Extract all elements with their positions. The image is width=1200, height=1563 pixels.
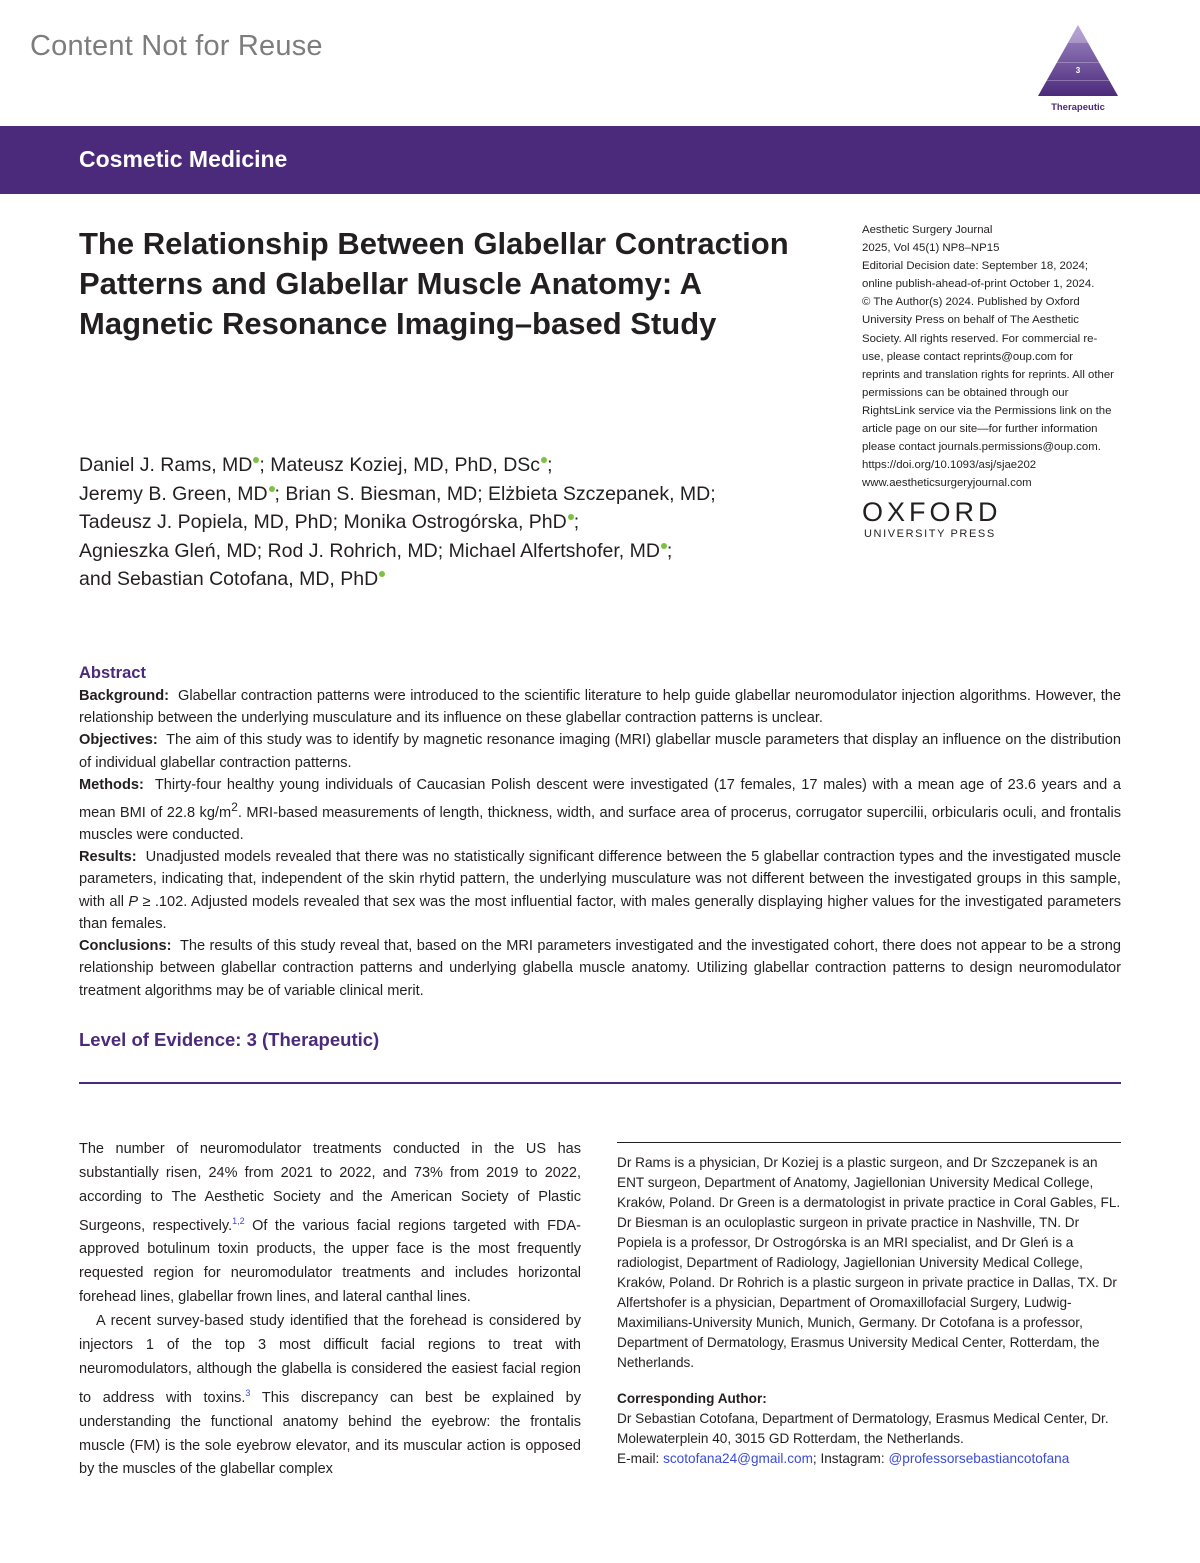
publication-info-line: https://doi.org/10.1093/asj/sjae202 bbox=[862, 459, 1037, 472]
citation-link[interactable]: 1,2 bbox=[232, 1215, 245, 1226]
orcid-icon[interactable] bbox=[541, 457, 547, 463]
article-title: The Relationship Between Glabellar Contraction Patterns and Glabellar Muscle Anatomy: A Magnetic Resonance Imaging–based Study bbox=[79, 226, 789, 341]
orcid-icon[interactable] bbox=[253, 457, 259, 463]
divider bbox=[79, 1082, 1121, 1084]
footnote-divider bbox=[617, 1142, 1121, 1143]
publication-info-line: Society. All rights reserved. For commercial re- bbox=[862, 332, 1098, 345]
watermark: Content Not for Reuse bbox=[30, 30, 323, 62]
orcid-icon[interactable] bbox=[269, 486, 275, 492]
body-paragraph: The number of neuromodulator treatments conducted in the US has substantially risen, 24% from 2021 to 2022, and 73% from 2019 to 2022, according to The Aesthetic Society and the American Society of Plastic Surgeons, respectively.$^{1,2}$ Of the various facial regions targeted with FDA-approved botulinum toxin products, the upper face is the most frequently requested region for neuromodulator treatments and includes horizontal forehead lines, glabellar frown lines, and lateral canthal lines. bbox=[79, 1141, 581, 1306]
publication-info-line: Aesthetic Surgery Journal bbox=[862, 224, 993, 236]
badge-label: Therapeutic bbox=[1051, 102, 1105, 113]
publication-info-line: Editorial Decision date: September 18, 2024; bbox=[862, 260, 1089, 273]
author-name: Elżbieta Szczepanek, MD bbox=[488, 482, 711, 505]
level-of-evidence: Level of Evidence: 3 (Therapeutic) bbox=[79, 1029, 380, 1050]
orcid-icon[interactable] bbox=[568, 514, 574, 520]
author-name: Mateusz Koziej, MD, PhD, DSc bbox=[270, 454, 541, 476]
publication-info bbox=[862, 221, 1127, 492]
body-paragraph: A recent survey-based study identified that the forehead is considered by injectors 1 of the top 3 most difficult facial regions to treat with neuromodulators, although the glabella is considered the easiest facial region to address with toxins.$^3$ This discrepancy can best be explained by understanding the functional anatomy behind the eyebrow: the frontalis muscle (FM) is the sole eyebrow elevator, and its muscular action is opposed by the muscles of the glabellar complex bbox=[79, 1313, 581, 1478]
publication-info-line: University Press on behalf of The Aesthetic bbox=[862, 314, 1079, 327]
instagram-link[interactable]: @professorsebastiancotofana bbox=[888, 1451, 1070, 1466]
email-link[interactable]: scotofana24@gmail.com bbox=[663, 1451, 813, 1466]
abstract-objectives: Objectives: The aim of this study was to identify by magnetic resonance imaging (MRI) glabellar muscle parameters that display an influence on the distribution of individual glabellar contraction patterns. bbox=[79, 732, 1121, 771]
author-name: Tadeusz J. Popiela, MD, PhD bbox=[79, 511, 333, 533]
badge-number: 3 bbox=[1075, 66, 1081, 75]
abstract-methods: Methods: Thirty-four healthy young individuals of Caucasian Polish descent were investigated (17 females, 17 males) with a mean age of 23.6 years and a mean BMI of 22.8 $kg/m^2$. MRI-based measurements of length, thickness, width, and surface area of procerus, corrugator supercilii, orbicularis oculi, and frontalis muscles were conducted. bbox=[79, 776, 1122, 844]
level-of-evidence-badge bbox=[1036, 22, 1120, 118]
publication-info-line: © The Author(s) 2024. Published by Oxford bbox=[862, 296, 1080, 309]
abstract bbox=[79, 685, 1121, 1002]
publication-info-line: 2025, Vol 45(1) NP8–NP15 bbox=[862, 242, 1000, 255]
orcid-icon[interactable] bbox=[661, 543, 667, 549]
corresponding-author-details: Dr Sebastian Cotofana, Department of Dermatology, Erasmus Medical Center, Dr. Molewaterplein 40, 3015 GD Rotterdam, the Netherlands. E-mail: scotofana24@gmail.com; Instagram: @professorsebastiancotofana bbox=[617, 1411, 1109, 1466]
author-name: Jeremy B. Green, MD bbox=[79, 482, 268, 505]
publication-info-line: use, please contact reprints@oup.com for bbox=[862, 350, 1074, 363]
affiliations: Dr Rams is a physician, Dr Koziej is a plastic surgeon, and Dr Szczepanek is an ENT surgeon, Department of Anatomy, Jagiellonian University Medical College, Kraków, Poland. Dr Green is a dermatologist in private practice in Coral Gables, FL. Dr Biesman is an oculoplastic surgeon in private practice in Nashville, TN. Dr Popiela is a professor, Dr Ostrogórska is an MRI specialist, and Dr Gleń is a radiologist, Department of Radiology, Jagiellonian University Medical College, Kraków, Poland. Dr Rohrich is a plastic surgeon in private practice in Dallas, TX. Dr Alfertshofer is a physician, Department of Oromaxillofacial Surgery, Ludwig-Maximilians-University Munich, Munich, Germany. Dr Cotofana is a professor, Department of Dermatology, Erasmus University Medical Center, Rotterdam, the Netherlands. bbox=[617, 1155, 1121, 1370]
publication-info-line: reprints and translation rights for reprints. All other bbox=[862, 368, 1114, 381]
author-name: Michael Alfertshofer, MD bbox=[448, 539, 660, 562]
abstract-conclusions: Conclusions: The results of this study reveal that, based on the MRI parameters investigated and the investigated cohort, there does not appear to be a strong relationship between glabellar contraction patterns and underlying glabella muscle anatomy. Utilizing glabellar contraction patterns to design neuromodulator treatment algorithms may be of variable clinical merit. bbox=[79, 938, 1121, 999]
section-label: Cosmetic Medicine bbox=[79, 146, 288, 172]
abstract-results: Results: Unadjusted models revealed that there was no statistically significant difference between the 5 glabellar contraction types and the investigated muscle parameters, indicating that, independent of the skin rhytid pattern, the underlying musculature was not different between the investigated groups in this sample, with all P ≥ .102. Adjusted models revealed that sex was the most influential factor, with males generally displaying higher values for the investigated parameters than females. bbox=[79, 849, 1122, 932]
author-list: Daniel J. Rams, MD ; Mateusz Koziej, MD, PhD, DSc ; Jeremy B. Green, MD ; Brian S. Biesman, MD; Elżbieta Szczepanek, MD; Tadeusz J. Popiela, MD, PhD; Monika Ostrogórska, PhD ; Agnieszka Gleń, MD; Rod J. Rohrich, MD; Michael Alfertshofer, MD ; and Sebastian Cotofana, MD, PhD bbox=[79, 454, 716, 590]
oxford-logo-subtitle: UNIVERSITY PRESS bbox=[864, 528, 996, 540]
author-notes bbox=[617, 1153, 1123, 1469]
publication-info-line: permissions can be obtained through our bbox=[862, 386, 1069, 399]
author-name: Agnieszka Gleń, MD bbox=[79, 539, 257, 562]
publication-info-line: www.aestheticsurgeryjournal.com bbox=[862, 477, 1032, 490]
author-name: Monika Ostrogórska, PhD bbox=[343, 511, 567, 533]
citation-link[interactable]: 3 bbox=[245, 1387, 251, 1398]
abstract-heading: Abstract bbox=[79, 664, 146, 682]
author-name: Rod J. Rohrich, MD bbox=[267, 539, 438, 562]
author-name: Daniel J. Rams, MD bbox=[79, 454, 253, 476]
abstract-background: Background: Glabellar contraction patterns were introduced to the scientific literature to help guide glabellar neuromodulator injection algorithms. However, the relationship between the underlying musculature and its influence on these glabellar contraction patterns is unclear. bbox=[79, 688, 1122, 727]
oxford-logo: OXFORD bbox=[862, 497, 1002, 527]
publication-info-line: please contact journals.permissions@oup.com. bbox=[862, 441, 1101, 454]
publication-info-line: article page on our site—for further information bbox=[862, 423, 1098, 436]
author-name: and Sebastian Cotofana, MD, PhD bbox=[79, 568, 379, 590]
publication-info-line: RightsLink service via the Permissions link on the bbox=[862, 404, 1112, 417]
body-text bbox=[79, 1138, 581, 1482]
publication-info-line: online publish-ahead-of-print October 1, 2024. bbox=[862, 278, 1095, 291]
corresponding-author-heading: Corresponding Author: bbox=[617, 1391, 767, 1406]
orcid-icon[interactable] bbox=[379, 571, 385, 577]
author-name: Brian S. Biesman, MD bbox=[285, 482, 478, 505]
